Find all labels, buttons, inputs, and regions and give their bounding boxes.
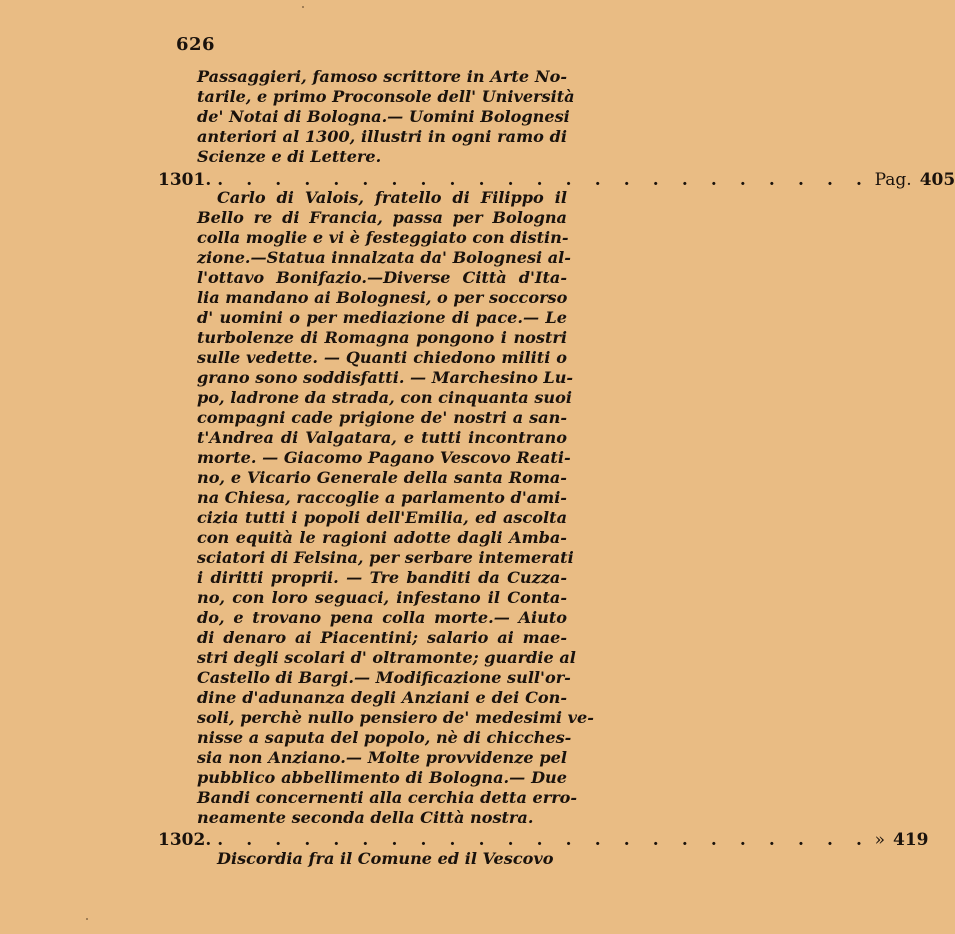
text-line: pubblico abbellimento di Bologna.— Due	[197, 768, 567, 787]
text-line: Bello re di Francia, passa per Bologna	[197, 208, 567, 227]
text-line: anteriori al 1300, illustri in ogni ramo di	[197, 127, 567, 146]
intro-paragraph	[197, 67, 575, 167]
text-line: sciatori di Felsina, per serbare intemerati	[197, 548, 574, 567]
text-line: lia mandano ai Bolognesi, o per soccorso	[197, 288, 568, 307]
paper-speck	[86, 918, 88, 920]
text-line: Passaggieri, famoso scrittore in Arte No-	[197, 67, 567, 86]
text-line: Carlo di Valois, fratello di Filippo il	[217, 188, 567, 207]
text-line: morte. — Giacomo Pagano Vescovo Reati-	[197, 448, 571, 467]
text-line: Bandi concernenti alla cerchia detta erro-	[197, 788, 578, 807]
text-line: i diritti proprii. — Tre banditi da Cuzza-	[197, 568, 567, 587]
text-line: Castello di Bargi.— Modificazione sull'or-	[197, 668, 571, 687]
text-line: l'ottavo Bonifazio.—Diverse Città d'Ita-	[197, 268, 567, 287]
page-reference-label: Pag.	[874, 170, 912, 190]
text-line: po, ladrone da strada, con cinquanta suoi	[197, 388, 572, 407]
page-reference	[871, 170, 955, 190]
text-line: sulle vedette. — Quanti chiedono militi o	[197, 348, 567, 367]
text-line: nisse a saputa del popolo, nè di chicches-	[197, 728, 572, 747]
text-line: no, e Vicario Generale della santa Roma-	[197, 468, 567, 487]
page-number: 626	[176, 34, 216, 55]
text-line: tarile, e primo Proconsole dell' Università	[197, 87, 575, 106]
leader-dots: . . . . . . . . . . . . . . . . . . . . . . .	[217, 830, 871, 850]
text-line: t'Andrea di Valgatara, e tutti incontrano	[197, 428, 567, 447]
text-line: sia non Anziano.— Molte provvidenze pel	[197, 748, 567, 767]
entry-year: 1301.	[158, 170, 212, 190]
page-reference-label: »	[874, 830, 885, 850]
text-line: Discordia fra il Comune ed il Vescovo	[217, 849, 554, 868]
page-reference-number: 419	[892, 830, 929, 850]
entry-year: 1302.	[158, 830, 212, 850]
text-line: do, e trovano pena colla morte.— Aiuto	[197, 608, 567, 627]
text-line: soli, perchè nullo pensiero de' medesimi ve-	[197, 708, 594, 727]
entry-1302-summary	[197, 849, 567, 869]
text-line: de' Notai di Bologna.— Uomini Bolognesi	[197, 107, 570, 126]
text-line: na Chiesa, raccoglie a parlamento d'ami-	[197, 488, 567, 507]
text-line: colla moglie e vi è festeggiato con distin-	[197, 228, 569, 247]
text-line: di denaro ai Piacentini; salario ai mae-	[197, 628, 567, 647]
text-line: Scienze e di Lettere.	[197, 147, 382, 166]
text-line: no, con loro seguaci, infestano il Conta-	[197, 588, 567, 607]
page-reference	[871, 830, 929, 850]
text-line: dine d'adunanza degli Anziani e dei Con-	[197, 688, 567, 707]
text-line: neamente seconda della Città nostra.	[197, 808, 534, 827]
text-line: stri degli scolari d' oltramonte; guardie al	[197, 648, 576, 667]
text-line: compagni cade prigione de' nostri a san-	[197, 408, 567, 427]
text-line: grano sono soddisfatti. — Marchesino Lu-	[197, 368, 574, 387]
text-line: cizia tutti i popoli dell'Emilia, ed ascolta	[197, 508, 567, 527]
page-reference-number: 405	[919, 170, 955, 190]
paper-speck	[302, 6, 304, 8]
text-line: d' uomini o per mediazione di pace.— Le	[197, 308, 567, 327]
text-line: zione.—Statua innalzata da' Bolognesi al-	[197, 248, 571, 267]
leader-dots: . . . . . . . . . . . . . . . . . . . . . . .	[217, 170, 871, 190]
text-line: con equità le ragioni adotte dagli Amba-	[197, 528, 567, 547]
text-line: turbolenze di Romagna pongono i nostri	[197, 328, 567, 347]
entry-1301-summary	[197, 188, 594, 828]
